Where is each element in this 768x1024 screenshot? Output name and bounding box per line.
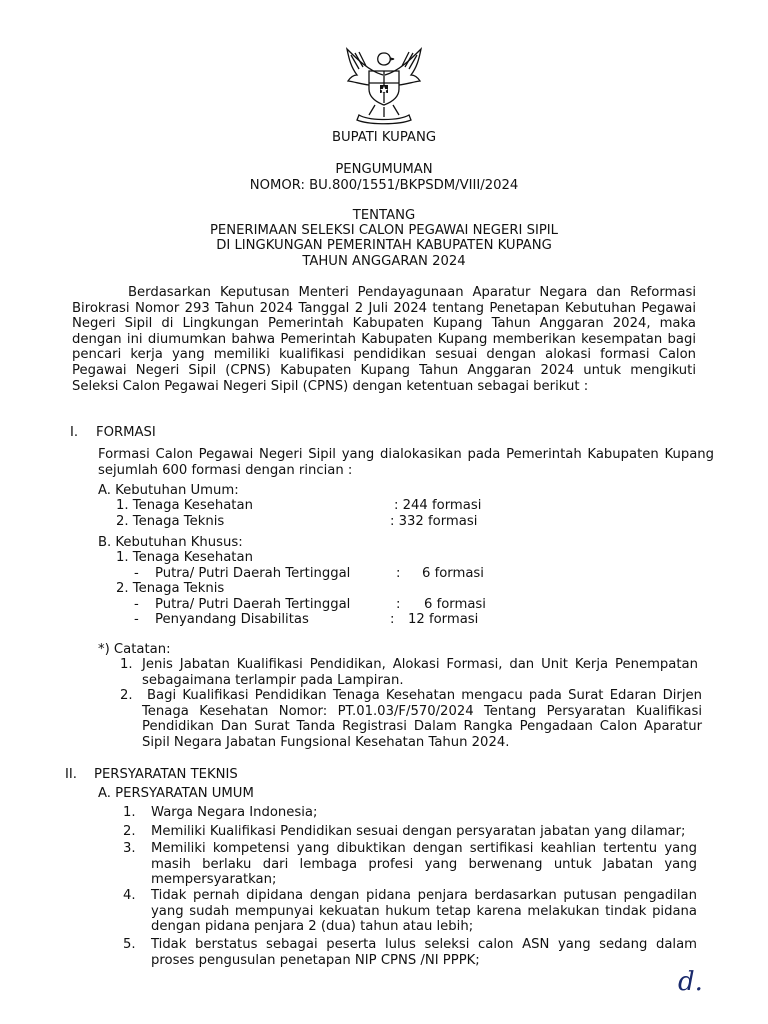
colon: : <box>390 612 395 627</box>
item-value: 6 formasi <box>424 597 486 612</box>
item-label: 2. Tenaga Teknis <box>116 514 225 529</box>
doc-number: NOMOR: BU.800/1551/BKPSDM/VIII/2024 <box>249 178 519 193</box>
note-number: 2. <box>120 688 133 703</box>
req-text: Warga Negara Indonesia; <box>151 805 318 820</box>
req-number: 5. <box>123 937 136 952</box>
general-needs-label: A. Kebutuhan Umum: <box>98 483 239 498</box>
subject-line: TAHUN ANGGARAN 2024 <box>302 254 466 269</box>
colon: : <box>396 566 401 581</box>
paraf-signature: d. <box>678 967 703 997</box>
garuda-pancasila-emblem <box>339 45 429 125</box>
subject-line: DI LINGKUNGAN PEMERINTAH KABUPATEN KUPANG <box>216 238 552 253</box>
authority-title: BUPATI KUPANG <box>331 130 437 145</box>
item-label: Putra/ Putri Daerah Tertinggal <box>155 597 351 612</box>
req-number: 1. <box>123 805 136 820</box>
note-number: 1. <box>120 657 133 672</box>
section-number: II. <box>65 767 77 782</box>
item-label: Penyandang Disabilitas <box>155 612 309 627</box>
section-title: FORMASI <box>96 425 156 440</box>
group-label: 1. Tenaga Kesehatan <box>116 550 253 565</box>
doc-type: PENGUMUMAN <box>335 162 433 177</box>
item-value: 6 formasi <box>422 566 484 581</box>
subject-line: PENERIMAAN SELEKSI CALON PEGAWAI NEGERI SIPIL <box>209 223 559 238</box>
dash: - <box>134 612 139 627</box>
item-label: 1. Tenaga Kesehatan <box>116 498 253 513</box>
item-value: : 332 formasi <box>390 514 478 529</box>
req-number: 2. <box>123 824 136 839</box>
note-text: Bagi Kualifikasi Pendidikan Tenaga Kesehatan mengacu pada Surat Edaran Dirjen Tenaga Kesehatan Nomor: PT.01.03/F/570/2024 Tentang Persyaratan Kualifikasi Pendidikan Dan Surat Tanda Registrasi Dalam Rangka Pengadaan Calon Aparatur Sipil Negara Jabatan Fungsional Kesehatan Tahun 2024. <box>142 688 702 750</box>
section-title: PERSYARATAN TEKNIS <box>94 767 238 782</box>
item-value: : 244 formasi <box>394 498 482 513</box>
note-text: Jenis Jabatan Kualifikasi Pendidikan, Alokasi Formasi, dan Unit Kerja Penempatan sebagaimana terlampir pada Lampiran. <box>142 657 698 688</box>
subsection-title: A. PERSYARATAN UMUM <box>98 786 254 801</box>
item-value: 12 formasi <box>408 612 479 627</box>
item-label: Putra/ Putri Daerah Tertinggal <box>155 566 351 581</box>
intro-paragraph: Berdasarkan Keputusan Menteri Pendayagunaan Aparatur Negara dan Reformasi Birokrasi Nomor 293 Tahun 2024 Tanggal 2 Juli 2024 tentang Penetapan Kebutuhan Pegawai Negeri Sipil di Lingkungan Pemerintah Kabupaten Kupang Tahun Anggaran 2024, maka dengan ini diumumkan bahwa Pemerintah Kabupaten Kupang memberikan kesempatan bagi pencari kerja yang memiliki kualifikasi pendidikan sesuai dengan alokasi formasi Calon Pegawai Negeri Sipil (CPNS) Kabupaten Kupang Tahun Anggaran 2024 untuk mengikuti Seleksi Calon Pegawai Negeri Sipil (CPNS) dengan ketentuan sebagai berikut : <box>72 285 696 394</box>
group-label: 2. Tenaga Teknis <box>116 581 225 596</box>
req-text: Tidak pernah dipidana dengan pidana penjara berdasarkan putusan pengadilan yang sudah mempunyai kekuatan hukum tetap karena melakukan tindak pidana dengan pidana penjara 2 (dua) tahun atau lebih; <box>151 888 697 935</box>
special-needs-label: B. Kebutuhan Khusus: <box>98 535 243 550</box>
req-number: 4. <box>123 888 136 903</box>
notes-label: *) Catatan: <box>98 642 171 657</box>
about-label: TENTANG <box>352 208 416 223</box>
colon: : <box>396 597 401 612</box>
req-text: Memiliki kompetensi yang dibuktikan dengan sertifikasi keahlian tertentu yang masih berlaku dari lembaga profesi yang berwenang untuk Jabatan yang mempersyaratkan; <box>151 841 697 888</box>
section-number: I. <box>70 425 79 440</box>
req-text: Tidak berstatus sebagai peserta lulus seleksi calon ASN yang sedang dalam proses pengusulan penetapan NIP CPNS /NI PPPK; <box>151 937 697 968</box>
section-text: Formasi Calon Pegawai Negeri Sipil yang dialokasikan pada Pemerintah Kabupaten Kupang sejumlah 600 formasi dengan rincian : <box>98 447 714 478</box>
dash: - <box>134 566 139 581</box>
req-number: 3. <box>123 841 136 856</box>
dash: - <box>134 597 139 612</box>
req-text: Memiliki Kualifikasi Pendidikan sesuai dengan persyaratan jabatan yang dilamar; <box>151 824 686 839</box>
